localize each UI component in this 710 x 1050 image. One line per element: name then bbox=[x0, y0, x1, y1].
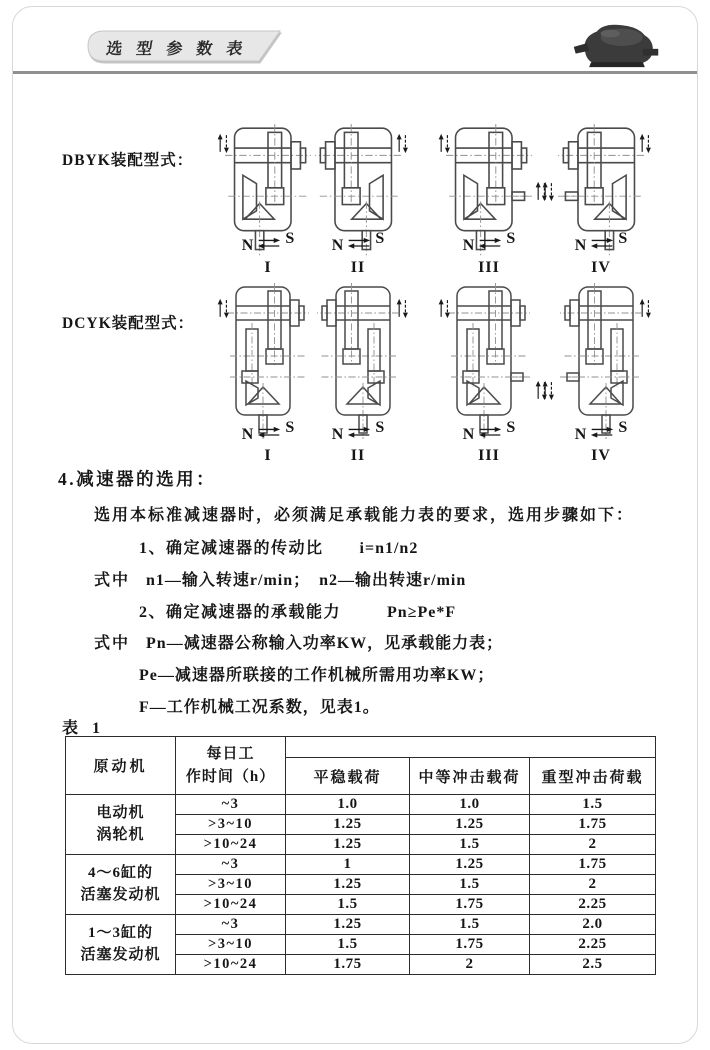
s-label: S bbox=[285, 230, 295, 247]
up-down-arrows-icon bbox=[216, 297, 231, 320]
s-label: S bbox=[618, 230, 628, 247]
assembly-variant-2 bbox=[303, 283, 413, 468]
value-cell: 2 bbox=[530, 875, 656, 895]
s-label: S bbox=[618, 419, 628, 436]
group-1-3-cylinder-engine bbox=[66, 915, 176, 975]
header-prime-mover: 原动机 bbox=[66, 737, 176, 795]
group-name-line: 1～3缸的 bbox=[87, 924, 153, 941]
value-cell: 1.25 bbox=[410, 815, 530, 835]
s-label: S bbox=[506, 419, 516, 436]
variant-numeral: IV bbox=[591, 259, 611, 276]
time-cell: >10~24 bbox=[176, 955, 286, 975]
assembly-row-label: DBYK装配型式： bbox=[62, 152, 194, 169]
ns-arrows-icon bbox=[477, 426, 503, 438]
group-name-line: 涡轮机 bbox=[96, 826, 145, 843]
n-label: N bbox=[574, 237, 587, 254]
n-label: N bbox=[331, 237, 344, 254]
time-cell: >3~10 bbox=[176, 815, 286, 835]
value-cell: 1.5 bbox=[286, 895, 410, 915]
value-cell: 1.0 bbox=[410, 795, 530, 815]
time-cell: >3~10 bbox=[176, 875, 286, 895]
n-label: N bbox=[331, 426, 344, 443]
variant-numeral: III bbox=[478, 259, 500, 276]
time-cell: ~3 bbox=[176, 795, 286, 815]
value-cell: 1.0 bbox=[286, 795, 410, 815]
step-2-label: 2、确定减速器的承载能力 bbox=[139, 604, 342, 621]
value-cell: 1.5 bbox=[410, 835, 530, 855]
header-moderate-shock: 中等冲击载荷 bbox=[410, 758, 530, 795]
n-label: N bbox=[241, 426, 254, 443]
header-ribbon bbox=[84, 29, 284, 63]
step-2-line bbox=[139, 599, 456, 622]
assembly-variant-2 bbox=[303, 118, 413, 283]
step-1-label: 1、确定减速器的传动比 bbox=[139, 540, 324, 557]
up-down-arrows-icon bbox=[437, 297, 452, 320]
page-title: 选 型 参 数 表 bbox=[105, 41, 249, 58]
where-line-2 bbox=[94, 630, 503, 653]
gear-reducer-photo bbox=[568, 20, 664, 70]
where-line-2c: F—工作机械工况系数，见表1。 bbox=[139, 699, 380, 716]
ns-arrows-icon bbox=[346, 426, 372, 438]
step-2-formula: Pn≥Pe*F bbox=[387, 604, 457, 621]
value-cell: 1.25 bbox=[410, 855, 530, 875]
assembly-row-dbyk bbox=[0, 118, 710, 283]
value-cell: 1.5 bbox=[530, 795, 656, 815]
value-cell: 1.5 bbox=[286, 935, 410, 955]
time-cell: ~3 bbox=[176, 915, 286, 935]
time-cell: >10~24 bbox=[176, 835, 286, 855]
value-cell: 1.5 bbox=[410, 915, 530, 935]
assembly-row-label: DCYK装配型式： bbox=[62, 315, 195, 332]
ns-arrows-icon bbox=[589, 426, 615, 438]
value-cell: 2.25 bbox=[530, 935, 656, 955]
n-label: N bbox=[462, 426, 475, 443]
value-cell: 1.25 bbox=[286, 815, 410, 835]
time-cell: >10~24 bbox=[176, 895, 286, 915]
selection-heading: 4.减速器的选用： bbox=[58, 469, 217, 489]
step-1-formula: i=n1/n2 bbox=[359, 540, 419, 557]
value-cell: 1.75 bbox=[410, 895, 530, 915]
value-cell: 2.25 bbox=[530, 895, 656, 915]
table-row bbox=[66, 915, 656, 935]
assembly-row-dcyk bbox=[0, 283, 710, 468]
table-caption: 表 1 bbox=[62, 720, 106, 737]
value-cell: 1.75 bbox=[530, 855, 656, 875]
header-heavy-shock: 重型冲击荷载 bbox=[530, 758, 656, 795]
assembly-variant-3 bbox=[434, 283, 544, 468]
rotation-ns-label bbox=[546, 230, 656, 254]
rotation-ns-label bbox=[546, 419, 656, 443]
header-daily-hours bbox=[176, 737, 286, 795]
where-prefix: 式中 bbox=[94, 572, 131, 589]
ns-arrows-icon bbox=[589, 237, 615, 249]
n-label: N bbox=[241, 237, 254, 254]
s-label: S bbox=[506, 230, 516, 247]
header-daily-hours-line1: 每日工 bbox=[206, 746, 255, 762]
ns-arrows-icon bbox=[256, 426, 282, 438]
value-cell: 2.0 bbox=[530, 915, 656, 935]
n-label: N bbox=[574, 426, 587, 443]
header-divider bbox=[13, 71, 697, 74]
rotation-ns-label bbox=[434, 419, 544, 443]
gearbox-diagram bbox=[226, 283, 310, 443]
time-cell: >3~10 bbox=[176, 935, 286, 955]
header-daily-hours-line2: 作时间（h） bbox=[185, 768, 276, 785]
ns-arrows-icon bbox=[256, 237, 282, 249]
rotation-ns-label bbox=[303, 230, 413, 254]
variant-numeral: III bbox=[478, 447, 500, 464]
value-cell: 1.5 bbox=[410, 875, 530, 895]
rotation-ns-label bbox=[303, 419, 413, 443]
step-1-line bbox=[139, 535, 418, 558]
value-cell: 1.25 bbox=[286, 915, 410, 935]
variant-numeral: IV bbox=[591, 447, 611, 464]
where-line-1 bbox=[94, 567, 466, 590]
side-shaft-arrows-icon bbox=[541, 180, 556, 203]
value-cell: 2 bbox=[410, 955, 530, 975]
assembly-variant-4 bbox=[546, 118, 656, 283]
ns-arrows-icon bbox=[346, 237, 372, 249]
variant-numeral: I bbox=[264, 447, 272, 464]
gearbox-diagram bbox=[316, 283, 400, 443]
value-cell: 2 bbox=[530, 835, 656, 855]
value-cell: 1.25 bbox=[286, 835, 410, 855]
header-steady-load: 平稳载荷 bbox=[286, 758, 410, 795]
n-label: N bbox=[462, 237, 475, 254]
up-down-arrows-icon bbox=[216, 132, 231, 155]
group-name-line: 电动机 bbox=[96, 804, 145, 821]
value-cell: 1.75 bbox=[410, 935, 530, 955]
up-down-arrows-icon bbox=[437, 132, 452, 155]
ns-arrows-icon bbox=[477, 237, 503, 249]
variant-numeral: II bbox=[350, 447, 366, 464]
gearbox-diagram bbox=[559, 283, 643, 443]
value-cell: 1.25 bbox=[286, 875, 410, 895]
where-2a-text: Pn—减速器公称输入功率KW，见承载能力表； bbox=[146, 635, 504, 652]
gearbox-diagram bbox=[447, 283, 531, 443]
s-label: S bbox=[375, 419, 385, 436]
group-4-6-cylinder-engine bbox=[66, 855, 176, 915]
where-line-2b: Pe—减速器所联接的工作机械所需用功率KW； bbox=[139, 667, 495, 684]
where-prefix: 式中 bbox=[94, 635, 131, 652]
group-name-line: 4～6缸的 bbox=[87, 864, 153, 881]
group-name-line: 活塞发动机 bbox=[80, 946, 161, 963]
header-load-span bbox=[286, 737, 656, 758]
s-label: S bbox=[375, 230, 385, 247]
service-factor-table bbox=[65, 736, 656, 975]
side-shaft-arrows-icon bbox=[541, 379, 556, 402]
assembly-variant-4 bbox=[546, 283, 656, 468]
assembly-variant-3 bbox=[434, 118, 544, 283]
variant-numeral: II bbox=[350, 259, 366, 276]
value-cell: 2.5 bbox=[530, 955, 656, 975]
time-cell: ~3 bbox=[176, 855, 286, 875]
s-label: S bbox=[285, 419, 295, 436]
where-1-text: n1—输入转速r/min； n2—输出转速r/min bbox=[146, 572, 467, 589]
value-cell: 1.75 bbox=[530, 815, 656, 835]
variant-numeral: I bbox=[264, 259, 272, 276]
selection-intro: 选用本标准减速器时，必须满足承载能力表的要求，选用步骤如下： bbox=[94, 507, 635, 524]
table-row bbox=[66, 795, 656, 815]
group-name-line: 活塞发动机 bbox=[80, 886, 161, 903]
rotation-ns-label bbox=[434, 230, 544, 254]
value-cell: 1.75 bbox=[286, 955, 410, 975]
table-row bbox=[66, 855, 656, 875]
group-electric-motor bbox=[66, 795, 176, 855]
value-cell: 1 bbox=[286, 855, 410, 875]
